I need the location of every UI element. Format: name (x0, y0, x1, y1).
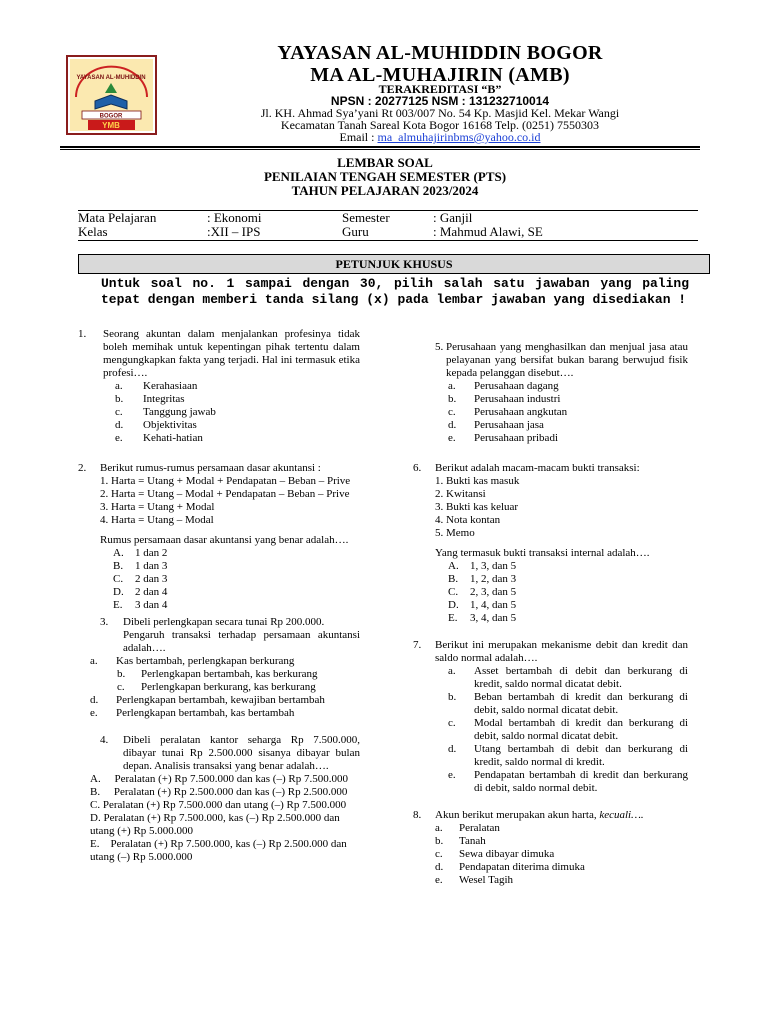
option-a[interactable]: A. 1, 3, dan 5 (448, 560, 517, 572)
question-prompt: Yang termasuk bukti transaksi internal adalah…. (435, 547, 650, 559)
option-a[interactable]: a. Kas bertambah, perlengkapan berkurang (90, 655, 295, 667)
option-c[interactable]: c. Perusahaan angkutan (448, 406, 568, 418)
option-b[interactable]: b. Tanah (435, 835, 486, 847)
option-e[interactable]: e. Wesel Tagih (435, 874, 514, 886)
option-b[interactable]: b. Perusahaan industri (448, 393, 561, 405)
option-d[interactable]: d. Pendapatan diterima dimuka (435, 861, 585, 873)
logo-text-top: YAYASAN AL-MUHIDDIN (76, 75, 146, 81)
school-logo (66, 55, 157, 135)
info-bottom-rule (78, 240, 698, 241)
doc-item-5: 5. Memo (435, 527, 475, 539)
email-link[interactable]: ma_almuhajirinbms@yahoo.co.id (377, 130, 541, 144)
option-d[interactable]: D. Peralatan (+) Rp 7.500.000, kas (–) Rp 2.500.000 dan utang (+) Rp 5.000.000 (90, 812, 340, 837)
option-b[interactable]: b. Beban bertambah di kredit dan berkurang di debit, saldo normal dicatat debit. (448, 691, 688, 716)
option-e[interactable]: e. Pendapatan bertambah di kredit dan berkurang di debit, saldo normal debit. (448, 769, 688, 794)
address-line: Jl. KH. Ahmad Sya’yani Rt 003/007 No. 54 Kp. Masjid Kel. Mekar Wangi (260, 106, 620, 120)
class-label: Kelas (78, 224, 108, 239)
teacher-label: Guru (342, 224, 369, 239)
option-c[interactable]: C. 2 dan 3 (113, 573, 168, 585)
option-a[interactable]: a. Kerahasiaan (115, 380, 198, 392)
school-name: MA AL-MUHAJIRIN (AMB) (310, 64, 570, 86)
exam-title: PENILAIAN TENGAH SEMESTER (PTS) (263, 169, 507, 184)
question-number: 3. (100, 616, 109, 628)
option-b[interactable]: B. 1, 2, dan 3 (448, 573, 517, 585)
question-text: Dibeli peralatan kantor seharga Rp 7.500.000, dibayar tunai Rp 2.500.000 sisanya dibayar bulan depan. Analisis transaksi yang benar adalah…. (123, 734, 360, 772)
except-word: kecuali…. (599, 809, 644, 821)
option-d[interactable]: D. 1, 4, dan 5 (448, 599, 517, 611)
option-c[interactable]: C. Peralatan (+) Rp 7.500.000 dan utang (–) Rp 7.500.000 (90, 799, 347, 811)
logo-emblem (68, 57, 155, 133)
question-8 (413, 809, 688, 887)
question-1 (78, 328, 360, 445)
option-a[interactable]: a. Peralatan (435, 822, 500, 834)
question-text: Akun berikut merupakan akun harta, kecuali…. (435, 809, 644, 821)
question-text: Seorang akuntan dalam menjalankan profesinya tidak boleh memihak untuk kepentingan pihak tertentu dalam mengungkapkan fakta yang terjadi. Hal ini termasuk etika profesi…. (103, 328, 360, 379)
email-label: Email : (339, 130, 378, 144)
question-7 (413, 639, 688, 795)
option-c[interactable]: c. Perlengkapan berkurang, kas berkurang (117, 681, 316, 693)
option-b[interactable]: b. Perlengkapan bertambah, kas berkurang (117, 668, 318, 680)
header-divider-thin (60, 149, 700, 150)
left-column (78, 328, 360, 864)
header-divider (60, 146, 700, 148)
option-e[interactable]: e. Kehati-hatian (115, 432, 203, 444)
academic-year: TAHUN PELAJARAN 2023/2024 (291, 183, 479, 198)
logo-text-bogor: BOGOR (99, 113, 123, 120)
option-d[interactable]: d. Perlengkapan bertambah, kewajiban bertambah (90, 694, 325, 706)
question-3 (90, 616, 360, 720)
doc-title: LEMBAR SOAL (337, 155, 433, 170)
option-c[interactable]: c. Sewa dibayar dimuka (435, 848, 555, 860)
option-d[interactable]: d. Objektivitas (115, 419, 197, 431)
option-e[interactable]: E. 3 dan 4 (113, 599, 168, 611)
formula-2: 2. Harta = Utang – Modal + Pendapatan – Beban – Prive (100, 488, 350, 500)
question-text: Dibeli perlengkapan secara tunai Rp 200.000. (123, 616, 325, 628)
npsn-nsm: NPSN : 20277125 NSM : 131232710014 (330, 94, 550, 108)
subject-label: Mata Pelajaran (78, 210, 157, 225)
question-number: 6. (413, 462, 422, 474)
right-column (413, 341, 688, 887)
city-phone-line: Kecamatan Tanah Sareal Kota Bogor 16168 Telp. (0251) 7550303 (280, 118, 600, 132)
option-a[interactable]: a. Asset bertambah di debit dan berkurang di kredit, saldo normal dicatat debit. (448, 665, 688, 690)
option-list (78, 380, 360, 445)
option-d[interactable]: d. Utang bertambah di debit dan berkurang di kredit, saldo normal di kredit. (448, 743, 688, 768)
option-c[interactable]: c. Tanggung jawab (115, 406, 216, 418)
semester-label: Semester (342, 210, 390, 225)
question-text: Berikut ini merupakan mekanisme debit dan kredit dan saldo normal adalah…. (435, 639, 688, 664)
semester-value: : Ganjil (433, 210, 473, 225)
option-a[interactable]: a. Perusahaan dagang (448, 380, 559, 392)
option-b[interactable]: B. 1 dan 3 (113, 560, 168, 572)
question-number: 5. (435, 341, 444, 353)
class-value: :XII – IPS (207, 224, 261, 239)
question-prompt: Pengaruh transaksi terhadap persamaan akuntansi adalah…. (123, 629, 360, 654)
question-number: 1. (78, 328, 87, 340)
option-d[interactable]: d. Perusahaan jasa (448, 419, 544, 431)
option-e[interactable]: e. Perusahaan pribadi (448, 432, 558, 444)
formula-3: 3. Harta = Utang + Modal (100, 501, 215, 513)
option-e[interactable]: E. Peralatan (+) Rp 7.500.000, kas (–) Rp 2.500.000 dan utang (–) Rp 5.000.000 (90, 838, 347, 863)
question-number: 2. (78, 462, 87, 474)
question-4 (90, 734, 360, 864)
option-e[interactable]: E. 3, 4, dan 5 (448, 612, 517, 624)
formula-1: 1. Harta = Utang + Modal + Pendapatan – Beban – Prive (100, 475, 351, 487)
question-prompt: Rumus persamaan dasar akuntansi yang benar adalah…. (100, 534, 349, 546)
doc-item-3: 3. Bukti kas keluar (435, 501, 519, 513)
option-b[interactable]: b. Integritas (115, 393, 185, 405)
doc-item-1: 1. Bukti kas masuk (435, 475, 520, 487)
option-e[interactable]: e. Perlengkapan bertambah, kas bertambah (90, 707, 295, 719)
foundation-name: YAYASAN AL-MUHIDDIN BOGOR (277, 42, 603, 64)
teacher-value: : Mahmud Alawi, SE (433, 224, 543, 239)
question-text: Berikut rumus-rumus persamaan dasar akuntansi : (100, 462, 321, 474)
option-c[interactable]: C. 2, 3, dan 5 (448, 586, 517, 598)
question-text: Berikut adalah macam-macam bukti transaksi: (435, 462, 640, 474)
option-d[interactable]: D. 2 dan 4 (113, 586, 168, 598)
accreditation: TERAKREDITASI “B” (378, 82, 502, 96)
doc-item-4: 4. Nota kontan (435, 514, 501, 526)
question-number: 4. (100, 734, 109, 746)
option-a[interactable]: A. Peralatan (+) Rp 7.500.000 dan kas (–) Rp 7.500.000 (90, 773, 348, 785)
subject-value: : Ekonomi (207, 210, 262, 225)
option-c[interactable]: c. Modal bertambah di kredit dan berkurang di debit, saldo normal dicatat debit. (448, 717, 688, 742)
option-b[interactable]: B. Peralatan (+) Rp 2.500.000 dan kas (–) Rp 2.500.000 (90, 786, 348, 798)
question-number: 8. (413, 809, 422, 821)
instructions-text: Untuk soal no. 1 sampai dengan 30, pilih salah satu jawaban yang paling tepat dengan memberi tanda silang (x) pada lembar jawaban yang disediakan ! (101, 276, 689, 307)
special-instructions-banner: PETUNJUK KHUSUS (78, 254, 710, 274)
question-number: 7. (413, 639, 422, 651)
formula-4: 4. Harta = Utang – Modal (100, 514, 214, 526)
question-2 (78, 462, 360, 612)
email-line (165, 130, 715, 145)
question-5 (413, 341, 688, 445)
logo-text-ymb: YMB (102, 121, 120, 130)
question-text: Perusahaan yang menghasilkan dan menjual jasa atau pelayanan yang bersifat bukan barang berwujud fisik kepada pelanggan disebut…. (446, 341, 688, 379)
question-6 (413, 462, 688, 625)
doc-item-2: 2. Kwitansi (435, 488, 486, 500)
option-a[interactable]: A. 1 dan 2 (113, 547, 168, 559)
